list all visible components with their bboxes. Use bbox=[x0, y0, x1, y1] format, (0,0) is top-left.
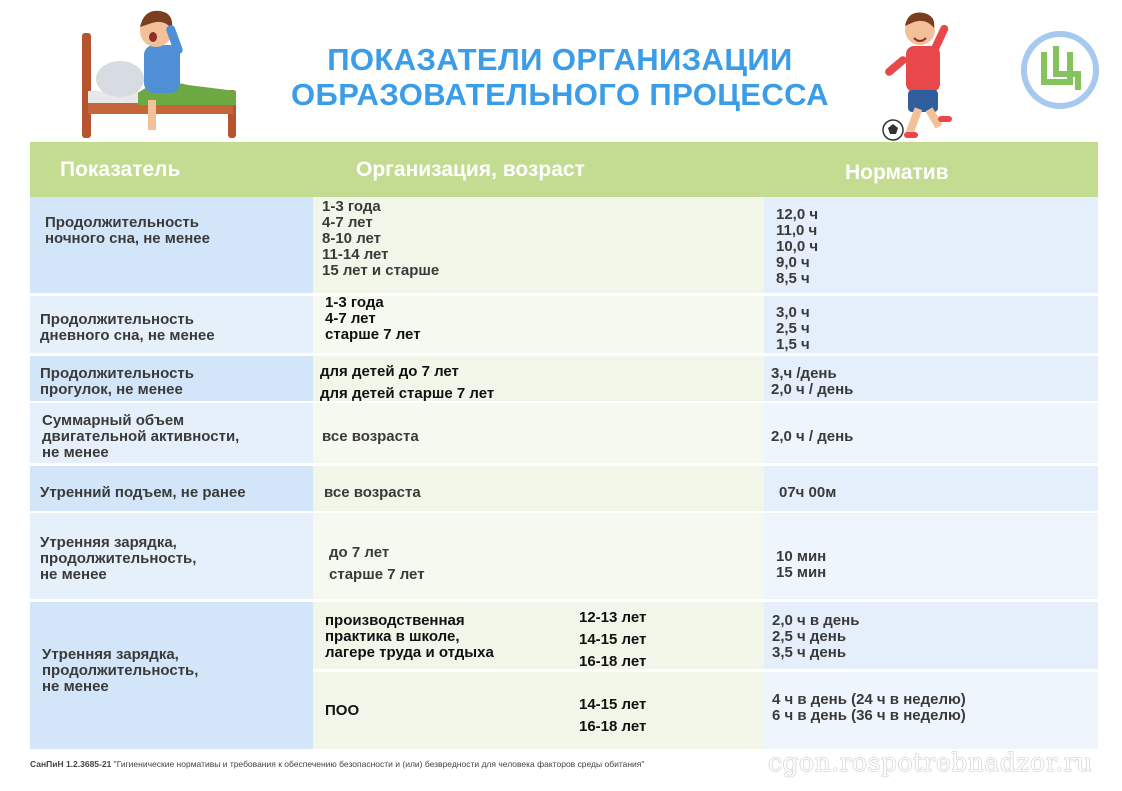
row-indicator: Утренняя зарядка, продолжительность, не менее bbox=[40, 534, 197, 583]
row-norms: 12,0 ч 11,0 ч 10,0 ч 9,0 ч 8,5 ч bbox=[776, 206, 819, 287]
header-norm: Норматив bbox=[845, 161, 949, 184]
row-ages: до 7 лет старше 7 лет bbox=[329, 544, 425, 583]
row-indicator: Утренняя зарядка, продолжительность, не менее bbox=[42, 646, 199, 695]
row-ages: все возраста bbox=[324, 484, 421, 501]
row-norms: 07ч 00м bbox=[779, 484, 837, 501]
row-indicator: Утренний подъем, не ранее bbox=[40, 484, 246, 501]
row-indicator: Продолжительность ночного сна, не менее bbox=[45, 214, 210, 247]
row-norms: 10 мин 15 мин bbox=[776, 548, 827, 581]
boy-playing-football-illustration bbox=[878, 8, 978, 143]
row-norms: 2,0 ч / день bbox=[771, 428, 854, 445]
row-ages: 12-13 лет 14-15 лет 16-18 лет bbox=[579, 609, 647, 670]
title-line-1: ПОКАЗАТЕЛИ ОРГАНИЗАЦИИ bbox=[327, 42, 793, 77]
row-norms: 3,0 ч 2,5 ч 1,5 ч bbox=[776, 304, 810, 353]
row-ages: все возраста bbox=[322, 428, 419, 445]
boy-waking-in-bed-illustration bbox=[78, 5, 243, 140]
row-indicator: Суммарный объем двигательной активности, не менее bbox=[42, 412, 240, 461]
table-header bbox=[30, 142, 1098, 197]
row-norms: 4 ч в день (24 ч в неделю) 6 ч в день (36 ч в неделю) bbox=[772, 691, 966, 724]
row-organization: ПОО bbox=[325, 702, 360, 719]
row-ages: 1-3 года 4-7 лет старше 7 лет bbox=[325, 294, 421, 343]
cgon-logo bbox=[1020, 30, 1100, 110]
row-ages: 1-3 года 4-7 лет 8-10 лет 11-14 лет 15 лет и старше bbox=[322, 198, 440, 279]
row-organization: производственная практика в школе, лагере труда и отдыха bbox=[325, 612, 494, 661]
table-cell-bg bbox=[313, 672, 764, 749]
footer-code: СанПиН 1.2.3685-21 bbox=[30, 759, 112, 769]
row-indicator: Продолжительность прогулок, не менее bbox=[40, 365, 194, 398]
row-ages: для детей до 7 лет для детей старше 7 лет bbox=[320, 363, 495, 402]
header-organization-age: Организация, возраст bbox=[356, 158, 585, 181]
row-norms: 3,ч /день 2,0 ч / день bbox=[771, 365, 854, 398]
title-line-2: ОБРАЗОВАТЕЛЬНОГО ПРОЦЕССА bbox=[291, 77, 829, 112]
header-indicator: Показатель bbox=[60, 158, 181, 181]
row-ages: 14-15 лет 16-18 лет bbox=[579, 696, 647, 735]
row-indicator: Продолжительность дневного сна, не менее bbox=[40, 311, 215, 344]
row-norms: 2,0 ч в день 2,5 ч день 3,5 ч день bbox=[772, 612, 860, 661]
watermark: cgon.rospotrebnadzor.ru bbox=[768, 748, 1093, 777]
footer-source bbox=[30, 759, 644, 769]
footer-text: "Гигиенические нормативы и требования к обеспечению безопасности и (или) безвредности для человека факторов среды обитания" bbox=[111, 759, 645, 769]
table-cell-bg bbox=[764, 296, 1098, 353]
page-title bbox=[240, 42, 880, 112]
